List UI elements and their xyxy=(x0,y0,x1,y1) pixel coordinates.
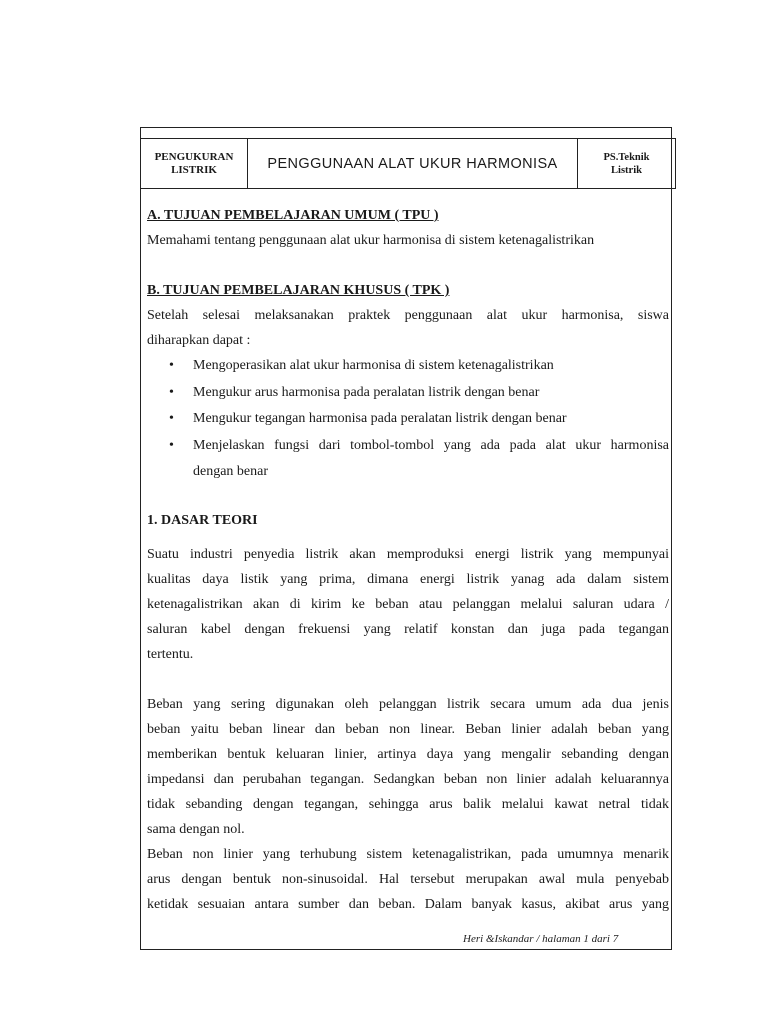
header-program-cell xyxy=(578,139,675,188)
list-item: • Menjelaskan fungsi dari tombol-tombol yang ada pada alat ukur harmonisa dengan benar xyxy=(147,433,669,486)
bullet-icon: • xyxy=(169,384,174,400)
header-table xyxy=(140,138,676,189)
bullet-icon: • xyxy=(169,437,174,453)
header-subject-line1: PENGUKURAN xyxy=(154,150,234,163)
section-a-heading: A. TUJUAN PEMBELAJARAN UMUM ( TPU ) xyxy=(147,208,439,223)
list-item: • Mengoperasikan alat ukur harmonisa di sistem ketenagalistrikan xyxy=(147,353,669,380)
section-b-intro-line2: diharapkan dapat : xyxy=(147,333,251,348)
bullet-icon: • xyxy=(169,411,174,426)
section-1-heading: 1. DASAR TEORI xyxy=(147,512,258,528)
list-item: • Mengukur arus harmonisa pada peralatan listrik dengan benar xyxy=(147,380,669,407)
paragraph-1: Suatu industri penyedia listrik akan memproduksi energi listrik yang mempunyai kualitas daya listik yang prima, dimana energi listrik yanag ada dalam sistem ketenagalistrikan akan di kirim ke beban atau pelanggan melalui saluran udara / saluran kabel dengan frekuensi yang relatif konstan dan juga pada tegangan tertentu. xyxy=(147,546,669,662)
header-program-line1: PS.Teknik xyxy=(603,151,650,163)
section-a-text: Memahami tentang penggunaan alat ukur harmonisa di sistem ketenagalistrikan xyxy=(147,233,595,248)
header-subject-line2: LISTRIK xyxy=(171,163,217,176)
bullet-icon: • xyxy=(169,358,174,373)
header-subject-cell xyxy=(141,139,248,188)
document-body xyxy=(147,203,669,917)
list-item: • Mengukur tegangan harmonisa pada peralatan listrik dengan benar xyxy=(147,406,669,433)
header-title-cell xyxy=(248,139,578,188)
paragraph-3: Beban non linier yang terhubung sistem ketenagalistrikan, pada umumnya menarik arus dengan bentuk non-sinusoidal. Hal tersebut merupakan awal mula penyebab ketidak sesuaian antara sumber dan beban. Dalam banyak kasus, akibat arus yang xyxy=(147,846,669,912)
header-program-line2: Listrik xyxy=(611,164,642,176)
objectives-list xyxy=(147,353,669,486)
section-b-intro-line1: Setelah selesai melaksanakan praktek penggunaan alat ukur harmonisa, siswa xyxy=(147,308,669,323)
page-footer: Heri &Iskandar / halaman 1 dari 7 xyxy=(463,933,619,945)
header-title: PENGGUNAAN ALAT UKUR HARMONISA xyxy=(267,155,558,172)
section-b-heading: B. TUJUAN PEMBELAJARAN KHUSUS ( TPK ) xyxy=(147,283,450,298)
paragraph-2: Beban yang sering digunakan oleh pelanggan listrik secara umum ada dua jenis beban yaitu beban linear dan beban non linear. Beban linier adalah beban yang memberikan bentuk keluaran linier, artinya daya yang mengalir sebanding dengan impedansi dan perubahan tegangan. Sedangkan beban non linier adalah keluarannya tidak sebanding dengan tegangan, sehingga arus balik melalui kawat netral tidak sama dengan nol. xyxy=(147,696,669,837)
